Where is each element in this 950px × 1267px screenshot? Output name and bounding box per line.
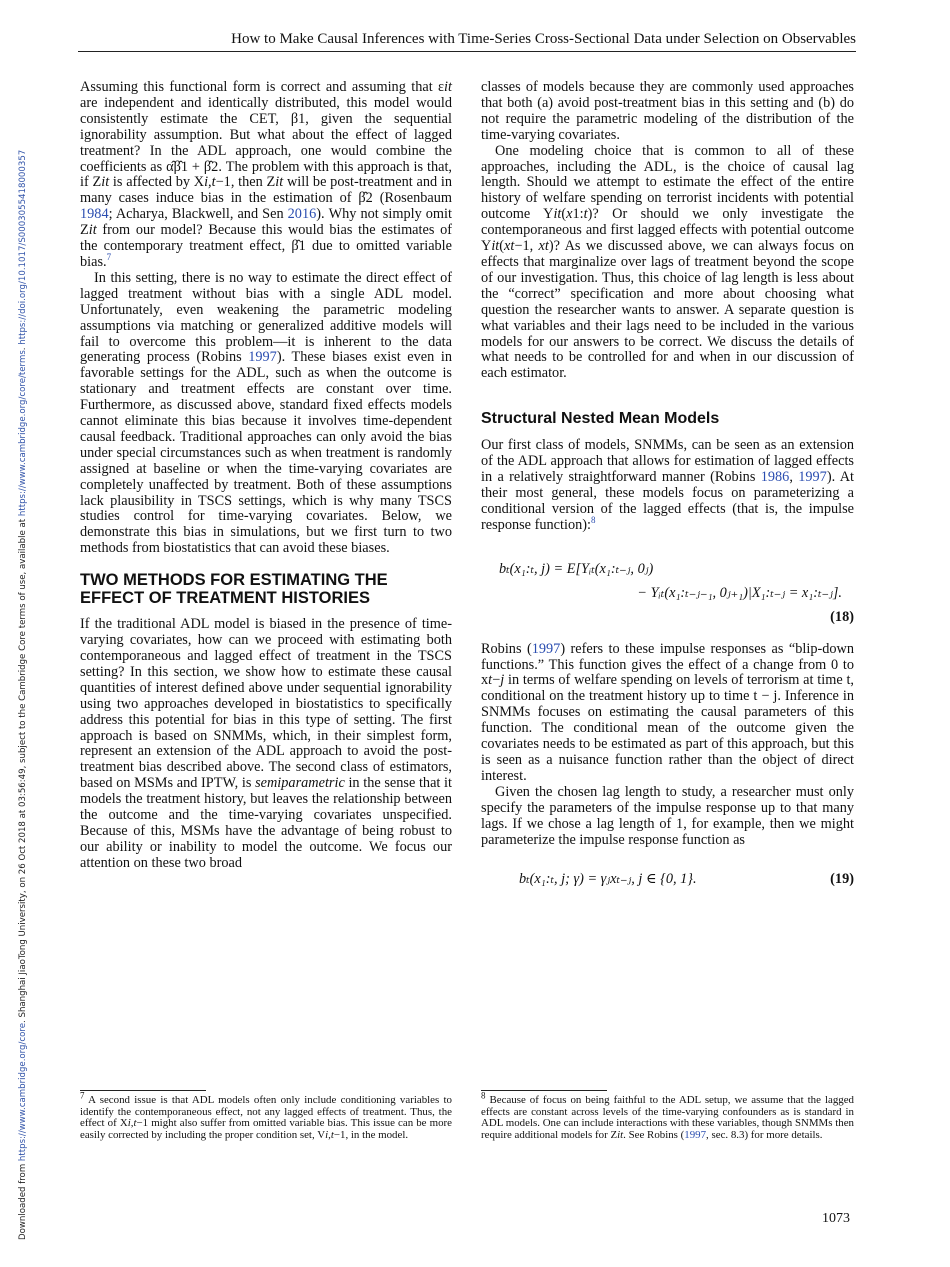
paragraph: Robins (1997) refers to these impulse responses as “blip-down functions.” This function gives the effect of a change from 0 to xt−j in terms of welfare spending on levels of terrorism at time t, conditional on the treatment history up to time t − j. Inference in SNMMs focuses on estimating the causal parameters of this function. The conditional mean of the outcome given the covariates needs to be estimated as part of this approach, but this is seen as a nuisance function rather than the object of direct interest. (481, 640, 855, 784)
footnote-ref[interactable]: 8 (590, 514, 596, 525)
footnote-rule (481, 1090, 607, 1091)
equation-line: − Yᵢₜ(x₁:ₜ₋ⱼ₋₁, 0ⱼ₊₁)|X₁:ₜ₋ⱼ = x₁:ₜ₋ⱼ]. (637, 584, 842, 601)
equation-19 (481, 864, 854, 896)
footnote-rule (80, 1090, 206, 1091)
equation-line: bₜ(x₁:ₜ, j) = E[Yᵢₜ(x₁:ₜ₋ⱼ, 0ⱼ) (499, 560, 654, 577)
footnote-ref[interactable]: 7 (106, 252, 112, 263)
download-separator: . (18, 344, 28, 351)
citation-link[interactable]: 2016 (287, 206, 317, 223)
citation-link[interactable]: 1997 (684, 1129, 707, 1142)
paragraph: Given the chosen lag length to study, a researcher must only specify the parameters of the impulse response up to that many lags. If we chose a lag length of 1, for example, then we might parameterize the impulse response function as (481, 783, 854, 848)
paragraph: In this setting, there is no way to estimate the direct effect of lagged treatment without bias with a single ADL model. Unfortunately, even weakening the parametric modeling assumptions via matching or generalized additive models will fail to overcome this problem—it is inherent to the data generating process (Robins 1997). These biases exist even in favorable settings for the ADL, such as when the outcome is stationary and treatment effects are constant over time. Furthermore, as discussed above, standard fixed effects models cannot eliminate this bias because it involves time-dependent causal feedback. Traditional approaches can only avoid the bias under special circumstances such as when treatment is randomly assigned at baseline or when the time-varying covariates are completely unaffected by treatment. Both of these assumptions lack plausibility in TSCS settings, which is why many TSCS studies control for time-varying covariates. Below, we demonstrate this bias in simulations, but we first turn to two methods from biostatistics that can avoid these biases. (80, 269, 452, 557)
footnote-8: $^8$ Because of focus on being faithful to the ADL setup, we assume that the lagged effects are constant across levels of the time-varying confounders as is standard in ADL models. One can include interactions with these variables, though SNMMs then require additional models for Zit. See Robins (1997, sec. 8.3) for more details. (481, 1090, 854, 1142)
paragraph: One modeling choice that is common to all of these approaches, including the ADL, is the choice of causal lag length. Should we attempt to estimate the effect of the entire history of welfare spending on terrorist incidents with potential outcome Yit(x1:t)? Or should we only investigate the contemporaneous and first lagged effects with potential outcome Yit(xt−1, xt)? As we discussed above, we can always focus on effects that marginalize over lags of treatment beyond the scope of our investigation. Thus, this choice of lag length is less about the “correct” specification and more about choosing what question the researcher wants to answer. A separate question is what variables and their lags need to be included in the various models for our answers to be correct. We discuss the details of what needs to be controlled for and when in our discussion of each estimator. (481, 142, 854, 382)
paragraph: Assuming this functional form is correct and assuming that εit are independent and identically distributed, this model would consistently estimate the CET, β1, given the sequential ignorability assumption. But what about the effect of lagged treatment? In the ADL approach, one would combine the coefficients as α̂β̂1 + β̂2. The problem with this approach is that, if Zit is affected by Xi,t−1, then Zit will be post-treatment and in many cases induce bias in the estimation of β̂2 (Rosenbaum 1984; Acharya, Blackwell, and Sen 2016). Why not simply omit Zit from our model? Because this would bias the estimates of the contemporary treatment effect, β̂1 due to omitted variable bias.$^7$ (80, 79, 453, 270)
download-middle: . Shanghai JiaoTong University, on 26 Oct 2018 at 03:56:49, subject to the Cambridge Core terms of use, available at (18, 516, 28, 1023)
paragraph: Our first class of models, SNMMs, can be seen as an extension of the ADL approach that allows for estimation of lagged effects in a relatively straightforward manner (Robins 1986, 1997). At their most general, these models focus on parameterizing a conditional version of the lagged effects (that is, the impulse response function):$^8$ (481, 437, 854, 533)
cambridge-core-link[interactable]: https://www.cambridge.org/core (18, 1022, 28, 1162)
equation-line: bₜ(x₁:ₜ, j; γ) = γⱼxₜ₋ⱼ, j ∈ {0, 1}. (519, 871, 697, 888)
equation-number: (19) (830, 871, 854, 888)
paragraph: If the traditional ADL model is biased in the presence of time-varying covariates, how can we proceed with estimating both contemporaneous and lagged effect of treatment in the TSCS setting? In this section, we show how to estimate these causal quantities of interest defined above under sequential ignorability using two approaches developed in biostatistics to specifically address this potential for bias in this type of setting. The first approach is based on SNMMs, which, in their simplest form, represent an extension of the ADL approach to avoid the post-treatment bias described above. The second class of estimators, based on MSMs and IPTW, is semiparametric in the sense that it models the treatment history, but leaves the relationship between the outcome and the time-varying covariates unspecified. Because of this, MSMs have the advantage of being robust to our ability or inability to model the outcome. We focus our attention on these two broad (80, 616, 452, 871)
footnote-7: $^7$ A second issue is that ADL models often only include conditioning variables to identify the contemporaneous effect, not any lagged effects of treatment. Thus, the effect of Xi,t−1 might also suffer from omitted variable bias. This issue can be more easily corrected by including the proper condition set, Vi,t−1, in the model. (80, 1090, 452, 1142)
citation-link[interactable]: 1997 (798, 469, 827, 486)
left-column (80, 80, 452, 872)
equation-number: (18) (830, 608, 854, 625)
equation-18 (481, 556, 854, 630)
terms-link[interactable]: https://www.cambridge.org/core/terms (18, 350, 28, 517)
right-column (481, 80, 854, 896)
citation-link[interactable]: 1997 (531, 640, 561, 657)
page-number: 1073 (822, 1211, 850, 1226)
section-heading: Structural Nested Mean Models (481, 410, 720, 428)
citation-link[interactable]: 1997 (248, 349, 277, 366)
running-header: How to Make Causal Inferences with Time-Series Cross-Sectional Data under Selection on Observables (78, 30, 856, 52)
paragraph: classes of models because they are commonly used approaches that both (a) avoid post-treatment bias in this setting and (b) do not require the parametric modeling of the distribution of the time-varying covariates. (481, 79, 854, 143)
doi-link[interactable]: https://doi.org/10.1017/S0003055418000357 (18, 149, 28, 345)
download-prefix: Downloaded from (18, 1161, 28, 1240)
citation-link[interactable]: 1984 (80, 206, 109, 223)
citation-link[interactable]: 1986 (760, 469, 790, 486)
download-notice (18, 150, 28, 1240)
section-heading: TWO METHODS FOR ESTIMATING THE EFFECT OF TREATMENT HISTORIES (80, 571, 388, 608)
